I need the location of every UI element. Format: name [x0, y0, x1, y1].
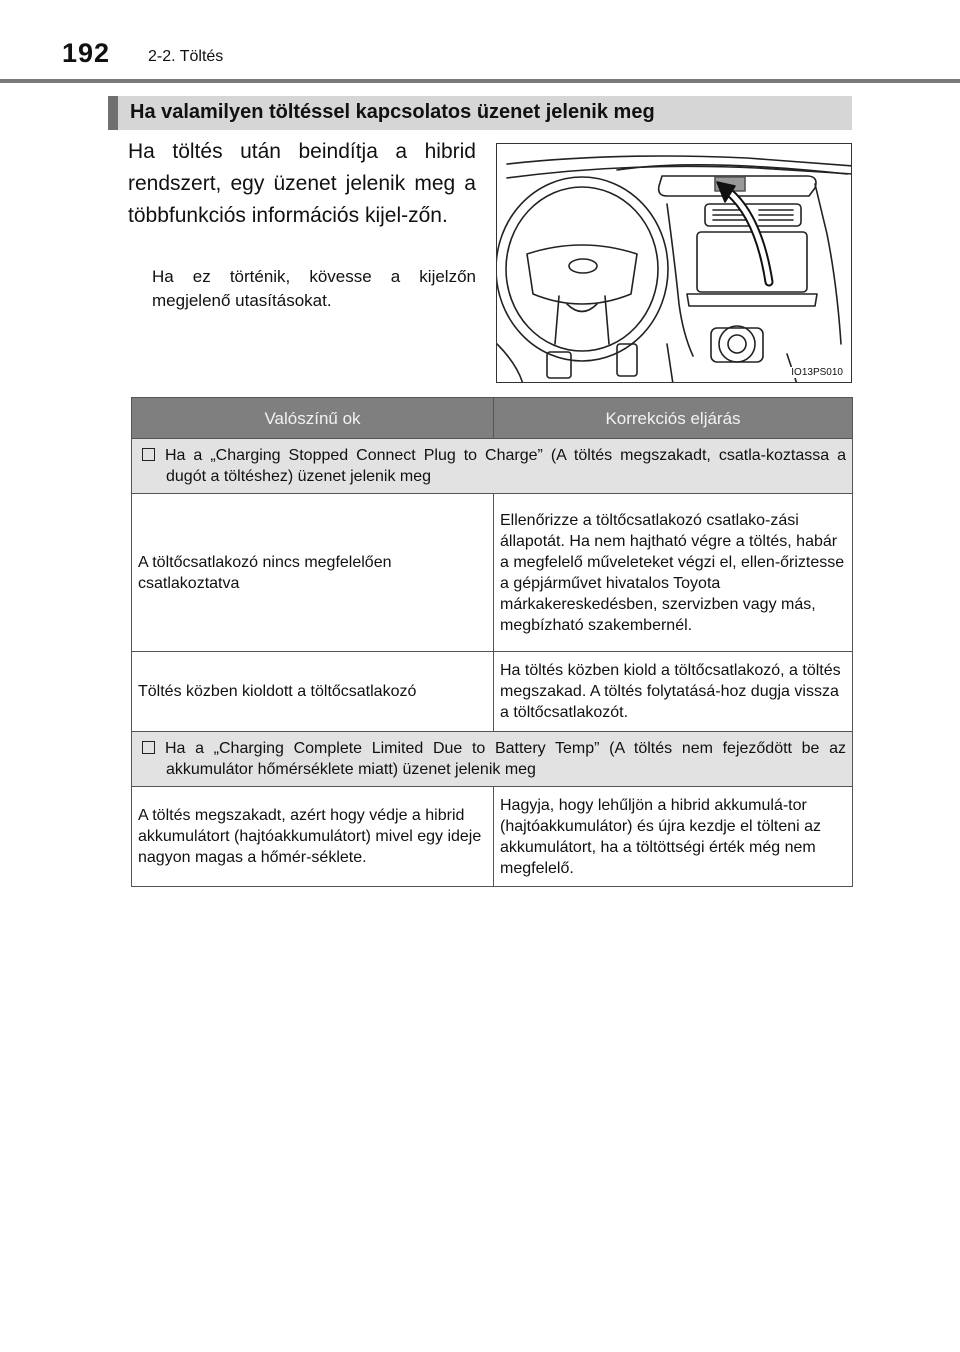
table-row — [132, 494, 853, 652]
table-header-row — [132, 398, 853, 439]
cause-cell: Töltés közben kioldott a töltőcsatlakozó — [132, 652, 494, 732]
group-title-cell — [132, 732, 853, 787]
header-rule — [0, 79, 960, 83]
section-title: Ha valamilyen töltéssel kapcsolatos üzenet jelenik meg — [130, 101, 655, 123]
cause-cell: A töltés megszakadt, azért hogy védje a hibrid akkumulátort (hajtóakkumulátort) mivel egy ideje nagyon magas a hőmér-séklete. — [132, 787, 494, 887]
dashboard-drawing — [497, 144, 852, 383]
dashboard-illustration — [496, 143, 852, 383]
chapter-title: 2-2. Töltés — [148, 48, 224, 65]
intro-text: Ha töltés után beindítja a hibrid rendszert, egy üzenet jelenik meg a többfunkciós információs kijel-zőn. — [128, 140, 476, 227]
troubleshooting-table — [131, 397, 853, 887]
action-cell: Hagyja, hogy lehűljön a hibrid akkumulá-tor (hajtóakkumulátor) és újra kezdje el tölteni az akkumulátort, ha a töltöttségi érték még nem megfelelő. — [494, 787, 853, 887]
group-row — [132, 439, 853, 494]
figure-code: IO13PS010 — [791, 367, 843, 378]
column-header-cause: Valószínű ok — [132, 398, 494, 439]
group-title: Ha a „Charging Complete Limited Due to Battery Temp” (A töltés nem fejeződött be az akkumulátor hőmérséklete miatt) üzenet jelenik meg — [165, 740, 846, 778]
table-row — [132, 652, 853, 732]
group-title-cell — [132, 439, 853, 494]
group-row — [132, 732, 853, 787]
checkbox-icon — [142, 741, 155, 754]
cause-cell: A töltőcsatlakozó nincs megfelelően csatlakoztatva — [132, 494, 494, 652]
section-banner — [108, 96, 852, 130]
page-number: 192 — [62, 38, 111, 68]
table-row — [132, 787, 853, 887]
group-title: Ha a „Charging Stopped Connect Plug to Charge” (A töltés megszakadt, csatla-koztassa a dugót a töltéshez) üzenet jelenik meg — [165, 447, 846, 485]
checkbox-icon — [142, 448, 155, 461]
intro-note: Ha ez történik, kövesse a kijelzőn megjelenő utasításokat. — [152, 267, 476, 310]
action-cell: Ellenőrizze a töltőcsatlakozó csatlako-zási állapotát. Ha nem hajtható végre a töltés, habár a megfelelő műveleteket végzi el, ellen-őriztesse a gépjárművet hivatalos Toyota márkakereskedésben, szervizben vagy más, megbízható szakembernél. — [494, 494, 853, 652]
action-cell: Ha töltés közben kiold a töltőcsatlakozó, a töltés megszakad. A töltés folytatásá-hoz dugja vissza a töltőcsatlakozót. — [494, 652, 853, 732]
column-header-action: Korrekciós eljárás — [494, 398, 853, 439]
